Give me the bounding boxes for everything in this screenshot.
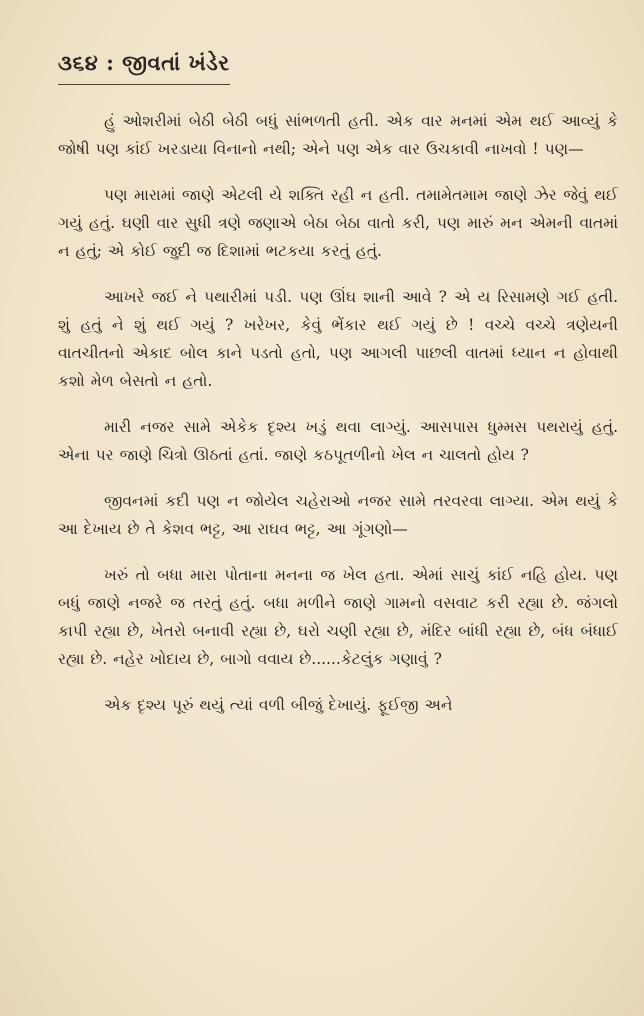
book-page xyxy=(58,48,618,719)
header-underline xyxy=(58,84,230,85)
running-header: ૩૬૪ : જીવતાં ખંડેર xyxy=(58,50,230,75)
paragraph-4: મારી નજર સામે એકેક દૃશ્ય ખડું થવા લાગ્યું. આસપાસ ધુમ્મસ પથરાયું હતું. એના પર જાણે ચિત્રો ઊઠતાં હતાં. જાણે કઠપૂતળીનો ખેલ ન ચાલતો હોય ? xyxy=(58,418,618,464)
paragraph-2: પણ મારામાં જાણે એટલી યે શક્તિ રહી ન હતી. તમામેતમામ જાણે ઝેર જેવું થઈ ગયું હતું. ઘણી વાર સુધી ત્રણે જણાએ બેઠા બેઠા વાતો કરી, પણ મારું મન એમની વાતમાં ન હતું; એ કોઈ જુદી જ દિશામાં ભટકયા કરતું હતું. xyxy=(58,186,618,260)
paragraph-5: જીવનમાં કદી પણ ન જોયેલ ચહેરાઓ નજર સામે તરવરવા લાગ્યા. એમ થયું કે આ દેખાય છે તે કેશવ ભટ્ટ, આ રાઘવ ભટ્ટ, આ ગૂંગણો— xyxy=(58,492,618,538)
paragraph-7: એક દૃશ્ય પૂરું થયું ત્યાં વળી બીજું દેખાયું. ફૂઈજી અને xyxy=(104,696,453,714)
paragraph-1: હું ઓશરીમાં બેઠી બેઠી બધું સાંભળતી હતી. એક વાર મનમાં એમ થઈ આવ્યું કે જોષી પણ કાંઈ ખરડાયા વિનાનો નથી; એને પણ એક વાર ઉચકાવી નાખવો ! પણ— xyxy=(58,112,618,158)
paragraph-3: આખરે જઈ ને પથારીમાં પડી. પણ ઊંઘ શાની આવે ? એ ય રિસામણે ગઈ હતી. શું હતું ને શું થઈ ગયું ? ખરેખર, કેવું ભેંકાર થઈ ગયું છે ! વચ્ચે વચ્ચે ત્રણેયની વાતચીતનો એકાદ બોલ કાને પડતો હતો, પણ આગલી પાછલી વાતમાં ધ્યાન ન હોવાથી કશો મેળ બેસતો ન હતો. xyxy=(58,288,618,390)
paragraph-6: ખરું તો બધા મારા પોતાના મનના જ ખેલ હતા. એમાં સાચું કાંઈ નહિ હોય. પણ બધું જાણે નજરે જ તરતું હતું. બધા મળીને જાણે ગામનો વસવાટ કરી રહ્યા છે. જંગલો કાપી રહ્યા છે, ખેતરો બનાવી રહ્યા છે, ઘરો ચણી રહ્યા છે, મંદિર બાંધી રહ્યા છે, બંધ બંધાઈ રહ્યા છે. નહેર ખોદાય છે, બાગો વવાય છે......કેટલુંક ગણાવું ? xyxy=(58,566,618,668)
